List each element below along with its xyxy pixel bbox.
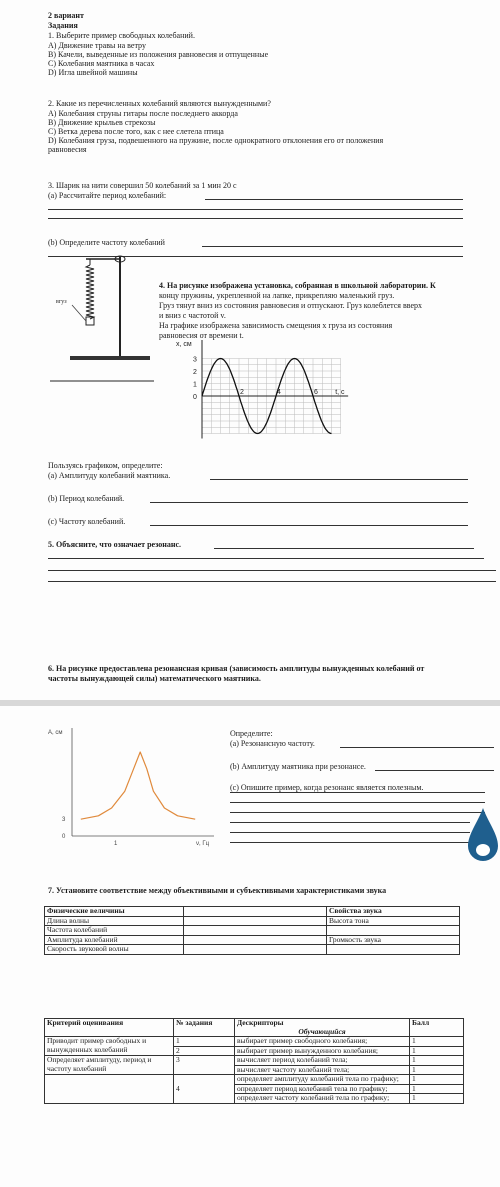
table-cell: Высота тона <box>327 916 460 926</box>
answer-line <box>150 525 468 526</box>
table-header: Балл <box>410 1019 464 1037</box>
q4-part-b: (b) Период колебаний. <box>48 494 125 503</box>
table-cell <box>184 907 327 917</box>
answer-line <box>340 747 494 748</box>
y-axis-label: x, см <box>176 341 192 348</box>
resonance-curve-chart <box>44 724 219 852</box>
q1-option: A) Движение травы на ветру <box>48 41 146 50</box>
table-cell <box>184 935 327 945</box>
table-cell: выбирает пример вынужденного колебания; <box>235 1046 410 1056</box>
table-header: Дескрипторы <box>237 1018 284 1027</box>
rubric-table <box>44 1018 464 1104</box>
answer-line <box>48 218 463 219</box>
q4-text: концу пружины, укрепленной на лапке, прикрепляю маленький груз. <box>159 291 395 300</box>
table-cell: 1 <box>410 1037 464 1047</box>
table-row <box>45 1075 464 1085</box>
table-header <box>235 1019 410 1037</box>
answer-line <box>230 792 485 793</box>
table-cell <box>327 926 460 936</box>
table-cell: Частота колебаний <box>45 926 184 936</box>
q6-part-c: (c) Опишите пример, когда резонанс является полезным. <box>230 783 424 792</box>
y-tick-label: 0 <box>193 394 197 401</box>
answer-line <box>375 770 494 771</box>
answer-line <box>150 502 468 503</box>
table-cell: 1 <box>410 1046 464 1056</box>
table-header: № задания <box>174 1019 235 1037</box>
table-cell <box>184 945 327 955</box>
table-cell: 2 <box>174 1046 235 1056</box>
answer-line <box>230 842 470 843</box>
q4-text: равновесия от времени t. <box>159 331 244 340</box>
answer-line <box>230 812 485 813</box>
table-row <box>45 1037 464 1047</box>
x-axis-label: t, с <box>335 389 345 396</box>
x-tick-label: 1 <box>114 841 118 847</box>
table-cell: вычисляет период колебаний тела; <box>235 1056 410 1066</box>
q7-title: 7. Установите соответствие между объективными и субъективными характеристиками звука <box>48 886 387 895</box>
q2-option: C) Ветка дерева после того, как с нее слетела птица <box>48 127 224 136</box>
q6-text: частоты вынуждающей силы) математического маятника. <box>48 674 261 683</box>
table-cell <box>184 926 327 936</box>
q4-text: и вниз с частотой v. <box>159 311 226 320</box>
answer-line <box>230 822 470 823</box>
water-drop-icon <box>466 806 500 864</box>
y-axis-label: A, см <box>48 730 63 736</box>
table-header: Физические величины <box>45 907 184 917</box>
q3-part-b: (b) Определите частоту колебаний <box>48 238 165 247</box>
q2-option: B) Движение крыльев стрекозы <box>48 118 156 127</box>
answer-line <box>210 479 468 480</box>
table-cell: Скорость звуковой волны <box>45 945 184 955</box>
answer-line <box>230 832 470 833</box>
table-cell: Громкость звука <box>327 935 460 945</box>
worksheet-page-2 <box>0 706 500 1187</box>
answer-line <box>48 209 463 210</box>
q3-part-a: (a) Рассчитайте период колебаний: <box>48 191 167 200</box>
q1-option: D) Игла швейной машины <box>48 68 138 77</box>
y-tick-label: 3 <box>62 817 66 824</box>
q3-title: 3. Шарик на нити совершил 50 колебаний за 1 мин 20 с <box>48 181 237 190</box>
x-tick-label: 2 <box>240 389 244 396</box>
y-tick-label: 1 <box>193 381 197 389</box>
table-subheader: Обучающийся <box>298 1026 346 1036</box>
table-cell: определяет частоту колебаний тела по графику; <box>235 1094 410 1104</box>
q4-part-a: (a) Амплитуду колебаний маятника. <box>48 471 171 480</box>
table-cell: 1 <box>410 1065 464 1075</box>
table-cell: Приводит пример свободных и вынужденных колебаний <box>45 1037 174 1056</box>
table-header-row <box>45 1019 464 1037</box>
q6-part-a: (a) Резонансную частоту. <box>230 739 315 748</box>
q2-option: равновесия <box>48 145 87 154</box>
q4-text: 4. На рисунке изображена установка, собранная в школьной лаборатории. К <box>159 281 436 290</box>
x-tick-label: 6 <box>314 389 318 396</box>
table-header: Критерий оценивания <box>45 1019 174 1037</box>
table-cell: 1 <box>410 1056 464 1066</box>
table-header-row <box>45 907 460 917</box>
lab-setup-figure <box>50 253 155 385</box>
table-cell: 3 <box>174 1056 235 1075</box>
q1-option: C) Колебания маятника в часах <box>48 59 155 68</box>
q6-determine: Определите: <box>230 729 273 738</box>
answer-line <box>230 802 485 803</box>
table-cell <box>184 916 327 926</box>
answer-line <box>202 246 463 247</box>
table-cell: выбирает пример свободного колебания; <box>235 1037 410 1047</box>
x-axis-label: ν, Гц <box>196 841 210 847</box>
chart-series <box>81 752 195 819</box>
q4-using: Пользуясь графиком, определите: <box>48 461 163 470</box>
table-cell: 4 <box>174 1075 235 1104</box>
table-cell: 1 <box>410 1084 464 1094</box>
answer-line <box>48 581 496 582</box>
q1-title: 1. Выберите пример свободных колебаний. <box>48 31 195 40</box>
q1-option: B) Качели, выведенные из положения равновесия и отпущенные <box>48 50 269 59</box>
table-cell <box>327 945 460 955</box>
resonance-curve <box>81 752 195 819</box>
answer-line <box>48 558 484 559</box>
displacement-chart <box>168 338 358 448</box>
table-cell: Длина волны <box>45 916 184 926</box>
table-cell: 1 <box>410 1094 464 1104</box>
y-tick-label: 2 <box>193 369 197 376</box>
chart-axes <box>48 728 214 847</box>
variant-title: 2 вариант <box>48 11 84 20</box>
table-cell: определяет период колебаний тела по графику; <box>235 1084 410 1094</box>
q2-option: D) Колебания груза, подвешенного на пружине, после однократного отклонения его от положения <box>48 136 384 145</box>
table-cell: Амплитуда колебаний <box>45 935 184 945</box>
answer-line <box>48 570 496 571</box>
q4-text: Груз тянут вниз из состояния равновесия и отпускают. Груз колеблется вверх <box>159 301 423 310</box>
y-tick-label: 0 <box>62 834 66 840</box>
q6-part-b: (b) Амплитуду маятника при резонансе. <box>230 762 366 771</box>
q2-title: 2. Какие из перечисленных колебаний являются вынужденными? <box>48 99 271 108</box>
tasks-heading: Задания <box>48 21 78 30</box>
table-cell: 1 <box>410 1075 464 1085</box>
q5-title: 5. Объясните, что означает резонанс. <box>48 540 182 549</box>
q4-text: На графике изображена зависимость смещения x груза из состояния <box>159 321 393 330</box>
x-tick-label: 4 <box>277 389 281 396</box>
table-cell: определяет амплитуду колебаний тела по графику; <box>235 1075 410 1085</box>
answer-line <box>214 548 474 549</box>
table-row <box>45 926 460 936</box>
table-cell: 1 <box>174 1037 235 1047</box>
y-tick-label: 3 <box>193 356 197 364</box>
q4-part-c: (c) Частоту колебаний. <box>48 517 126 526</box>
table-header: Свойства звука <box>327 907 460 917</box>
table-cell: вычисляет частоту колебаний тела; <box>235 1065 410 1075</box>
table-cell: Определяет амплитуду, период и частоту колебаний <box>45 1056 174 1075</box>
sound-matching-table <box>44 906 460 955</box>
q6-text: 6. На рисунке предоставлена резонансная кривая (зависимость амплитуды вынужденных колебаний от <box>48 664 425 673</box>
table-cell <box>45 1075 174 1104</box>
answer-line <box>205 199 463 200</box>
table-row <box>45 945 460 955</box>
setup-label: вгуз <box>56 299 67 305</box>
table-row <box>45 1056 464 1066</box>
q2-option: A) Колебания струны гитары после последнего аккорда <box>48 109 238 118</box>
